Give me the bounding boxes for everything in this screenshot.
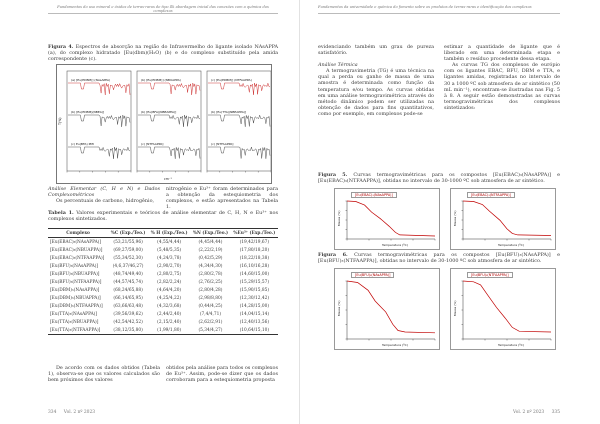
value-cell: (38,12/35,80): [108, 326, 148, 335]
table-row: [48, 310, 278, 318]
paragraph: estimar a quantidade de ligante que é liberado em uma determinada etapa e também o resíduo procedente dessa etapa.: [444, 44, 560, 63]
col-header: %Eu³⁺ (Exp./Teo.): [231, 229, 278, 238]
value-cell: (44,57/45,74): [113, 279, 143, 285]
value-cell: (1,99/1,80): [148, 326, 190, 335]
x-axis-label: Temperatura (ºC): [382, 243, 408, 247]
spectrum-label: (c) Eu(BFA) PMI: [71, 142, 94, 146]
value-cell: (2,76/2,25): [198, 279, 223, 285]
elemental-analysis-table: [48, 228, 278, 335]
spectrum-label: (c) [NTFAAPPA]: [211, 142, 234, 146]
value-cell: (15,90/15,85): [239, 287, 270, 293]
value-cell: (12,40/13,56): [239, 319, 270, 325]
spectrum-line: [138, 115, 200, 127]
value-cell: (0,44/4,25): [198, 303, 223, 309]
value-cell: (18,22/18,38): [239, 255, 270, 261]
value-cell: (39,56/39,62): [113, 311, 143, 317]
complex-name-cell: [Eu(BFU)₃(NAsAPPA)]: [50, 263, 99, 269]
figure-label: Figura 5.: [318, 172, 348, 178]
paragraph: nitrogênio e Eu³⁺ foram determinados para a obtenção da estequiometria dos complexos, e estão apresentados na Tabela 1.: [166, 186, 278, 211]
value-cell: (2,15/2,40): [157, 319, 182, 325]
value-cell: (12,30/12,42): [239, 295, 270, 301]
complex-name-cell: [Eu(TTA)₃(NTFAAPPA)]: [48, 326, 108, 335]
page-number: 335: [551, 410, 560, 415]
value-cell: (68,24/65,88): [113, 287, 143, 293]
tg-curve: [347, 281, 435, 333]
complex-name-cell: [Eu(BFU)₃(NBUAPPA)]: [50, 271, 100, 277]
value-cell: (2,98/8,80): [198, 295, 223, 301]
y-axis-label: T(%): [58, 117, 62, 125]
spectrum-line: [68, 83, 130, 95]
figure-5-caption: [318, 172, 560, 184]
table-row: [48, 262, 278, 270]
table-row: [48, 254, 278, 262]
table-row: [48, 246, 278, 254]
table-row: [48, 270, 278, 278]
tg-chart: [334, 268, 440, 350]
y-axis-label: Massa (%): [453, 210, 457, 226]
chart-legend: [Eu(BFU)₃(NTFAAPPA)]: [467, 272, 513, 278]
value-cell: (5,48/5,35): [157, 247, 182, 253]
figure-label: Figura 4.: [48, 44, 74, 50]
section-title: Análise Elementar (C, H e N) e Dados Complexométricos: [48, 186, 160, 199]
value-cell: (15,29/15,57): [239, 279, 270, 285]
col-header: Complexo: [48, 229, 108, 238]
value-cell: (7,4/4,71): [199, 311, 222, 317]
y-axis-label: Massa (%): [453, 300, 457, 316]
table-header-row: [48, 229, 278, 238]
value-cell: (14,04/15,14): [239, 311, 270, 317]
complex-name-cell: [Eu(EBAC)₃(NBUAPPA)]: [50, 247, 103, 253]
value-cell: (4,34/4,30): [198, 263, 223, 269]
value-cell: (48,74/49,40): [113, 271, 143, 277]
right-page-col-2: [444, 44, 560, 111]
spectrum-label: (b) [Eu(TTA)(NBEAPPA)]: [211, 110, 247, 114]
value-cell: (2,90/2,70): [157, 263, 182, 269]
value-cell: (66,14/65,95): [113, 295, 143, 301]
tg-chart: [334, 188, 440, 250]
complex-name-cell: [Eu(EBAC)₃(NAsAPPA)]: [50, 239, 102, 245]
complex-name-cell: [Eu(TTA)₃(NAsAPPA)]: [50, 311, 98, 317]
value-cell: (0,42/5,29): [198, 255, 223, 261]
x-axis-label: Temperatura (ºC): [498, 343, 524, 347]
value-cell: (4,64/4,20): [157, 287, 182, 293]
value-cell: (2,80/2,75): [157, 271, 182, 277]
table-label: Tabela 1.: [48, 210, 74, 216]
value-cell: (69,27/59,00): [113, 247, 143, 253]
right-page: [300, 0, 600, 424]
tg-curve: [347, 201, 435, 236]
value-cell: (10,64/15,10): [231, 326, 278, 335]
col-header: %C (Exp./Teo.): [108, 229, 148, 238]
spectrum-line: [208, 147, 270, 159]
paragraph: De acordo com os dados obtidos (Tabela 1), observa-se que os valores calculados são bem próximos dos valores: [48, 365, 160, 384]
spectrum-line: [208, 83, 270, 95]
value-cell: (14,60/15,00): [239, 271, 270, 277]
running-header: Fundamentos do uso mineral e óxidos de terras-raras de tipo Ilk abordagem inicial das conexões com a química dos complexos: [57, 5, 269, 13]
page-number: 334: [48, 410, 57, 415]
complex-name-cell: [Eu(DBM)₃(NBUAPPA)]: [50, 295, 101, 301]
complex-name-cell: [Eu(BFU)₃(NTFAAPPA)]: [50, 279, 102, 285]
ftir-panel-frame: [67, 71, 131, 171]
issue-label: Vol. 2 nº 2023: [512, 410, 545, 415]
paragraph: A termogravimetria (TG) é uma técnica na qual a perda ou ganho de massa de uma amostra é determinada como função da temperatura e/ou tempo. As curvas obtidas em uma análise termogravimétrica através do método dinâmico podem ser utilizadas na obtenção de dados para fins quantitativos, como por exemplo, em complexos pode-se: [318, 68, 434, 117]
y-axis-label: Massa (%): [337, 210, 341, 226]
complex-name-cell: [Eu(DBM)₃(NTFAAPPA)]: [50, 303, 103, 309]
left-col-bottom-text: [48, 365, 160, 383]
value-cell: (2,80/2,78): [198, 271, 223, 277]
figure-4-caption: [48, 44, 278, 62]
spectrum-line: [138, 83, 200, 95]
figure-4-ftir-spectra: [56, 64, 272, 184]
value-cell: (63,66/63,48): [113, 303, 143, 309]
page-footer: [48, 410, 95, 415]
figure-label: Figura 6.: [318, 252, 348, 258]
right-page-col-1: [318, 44, 434, 117]
spectrum-line: [68, 147, 130, 159]
value-cell: (4,45/4,44): [198, 239, 223, 245]
table-1-caption: [48, 210, 278, 222]
value-cell: (2,80/4,28): [198, 287, 223, 293]
spectrum-label: (c) [Eu(EDBM)] (NTFAAPPA): [211, 78, 252, 82]
spectrum-line: [68, 115, 130, 127]
spectrum-label: (c) [NTFAAPPA]: [141, 142, 164, 146]
right-col-bottom-text: [166, 365, 278, 383]
value-cell: (16,10/16,28): [239, 263, 270, 269]
value-cell: (2,82/2,24): [157, 279, 182, 285]
value-cell: (14,28/15,00): [239, 303, 270, 309]
spectrum-line: [208, 115, 270, 127]
value-cell: (4,55/4,44): [157, 239, 182, 245]
table-row: [48, 294, 278, 302]
chart-legend: [Eu(EBAC)₃(NAsAPPA)]: [351, 192, 397, 198]
figure-text: Espectros de absorção na região do Infravermelho do ligante isolado NAsAPPA (a), do complexo hidratado [Eu(dbm)(H₂O) (b) e do complexo substituído pela amida correspondente (c).: [48, 44, 279, 63]
issue-label: Vol. 2 nº 2023: [63, 410, 96, 415]
tg-chart: [450, 188, 556, 250]
tg-curve: [463, 281, 551, 332]
table-caption-text: Valores experimentais e teóricos de análise elementar de C, H, N e Eu³⁺ nos complexos sintetizados.: [48, 210, 278, 223]
value-cell: (4,32/3,68): [157, 303, 182, 309]
right-col-text: [166, 186, 278, 210]
paragraph: obtidos pela análise para todos os complexos de Eu³⁺. Assim, pode-se dizer que os dados corroboram para a estequiometria proposta: [166, 365, 278, 384]
complex-name-cell: [Eu(TTA)₃(NBUAPPA)]: [50, 319, 99, 325]
value-cell: (42,54/42,52): [113, 319, 143, 325]
complex-name-cell: [Eu(EBAC)₃(NTFAAPPA)]: [50, 255, 105, 261]
page-footer: [513, 410, 560, 415]
header-rule: [318, 13, 560, 14]
table-row: [48, 302, 278, 310]
value-cell: (4,25/4,22): [157, 295, 182, 301]
tg-chart: [450, 268, 556, 350]
spectrum-label: (b) [Eu(EDBM)] (NBUAPPA): [141, 78, 181, 82]
complex-name-cell: [Eu(DBM)₃(NAsAPPA)]: [50, 287, 100, 293]
spectrum-label: (b) [Eu(EDBM)(NBEA)]: [71, 110, 105, 114]
header-rule: [48, 13, 278, 14]
value-cell: (2,62/2,91): [198, 319, 223, 325]
y-axis-label: Massa (%): [337, 300, 341, 316]
paragraph: evidenciando também um grau de pureza satisfatório.: [318, 44, 434, 57]
value-cell: (4,6,37/46,27): [112, 263, 144, 269]
paragraph: Os percentuais de carbono, hidrogênio,: [56, 198, 155, 205]
table-row: [48, 238, 278, 247]
spectrum-label: (b) [Eu(BFA)(NBEAPPA)]: [141, 110, 177, 114]
paragraph: As curvas TG dos complexos de európio com os ligantes EBAC, BFU, DBM e TTA, e ligantes amidas, registradas no intervalo de 30 a 1000 ºC sob atmosfera de ar sintético (50 mL min⁻¹), encontram-se ilustradas nas Fig. 5 à 8. A seguir estão demonstradas as curvas termogravimétricas dos complexos sintetizados:: [444, 62, 560, 111]
spectrum-line: [138, 147, 200, 159]
table-row: [48, 318, 278, 326]
x-axis-label: cm⁻¹: [164, 177, 172, 181]
chart-legend: [Eu(EBAC)₃(NTFAAPPA)]: [467, 192, 515, 198]
value-cell: (2,44/2,40): [157, 311, 182, 317]
value-cell: (2,22/2,19): [198, 247, 223, 253]
tg-curve: [463, 201, 551, 236]
table-row: [48, 278, 278, 286]
chart-legend: [Eu(BFU)₃(NAsAPPA)]: [351, 272, 394, 278]
spectrum-label: (a) [Eu(EDBM)] (NAsAPPA): [71, 78, 111, 82]
value-cell: (17,80/18,20): [239, 247, 270, 253]
value-cell: (4,24/3,78): [157, 255, 182, 261]
col-header: %N (Exp./Teo.): [190, 229, 230, 238]
running-header: Fundamentos da universidade e química do fomento sobre os produtos de terras-raras e identificação dos complexos: [318, 5, 532, 9]
figure-6-caption: [318, 252, 560, 264]
figure-text: Curvas termogravimétricas para os compostos [Eu(EBAC)₃(NAsAPPA)] e [Eu(EBAC)₃(NTFAAPPA)], obtidas no intervalo de 30-1000 ºC sob atmosfera de ar sintético.: [318, 172, 560, 185]
value-cell: (55,34/52,30): [113, 255, 143, 261]
value-cell: (19,42/19,67): [239, 239, 270, 245]
value-cell: (53,21/55,96): [113, 239, 143, 245]
x-axis-label: Temperatura (ºC): [498, 243, 524, 247]
table-row: [48, 286, 278, 294]
x-axis-label: Temperatura (ºC): [382, 343, 408, 347]
table-row: [48, 326, 278, 335]
col-header: % H (Exp./Teo.): [148, 229, 190, 238]
value-cell: (5,34/4,27): [190, 326, 230, 335]
figure-text: Curvas termogravimétricas para os compostos [Eu(BFU)₃(NAsAPPA)] e [Eu(BFU)₃(NTFAAPPA)], obtidas no intervalo de 30-1000 ºC sob atmosfera de ar sintético.: [318, 252, 560, 265]
left-col-text: [48, 186, 160, 204]
section-subtitle: Análise Térmica: [318, 62, 358, 69]
